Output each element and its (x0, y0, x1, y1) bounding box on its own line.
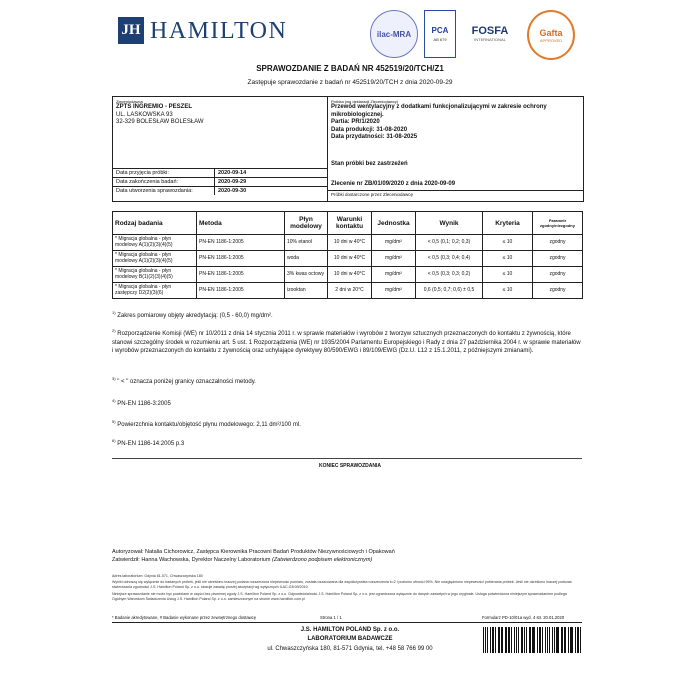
approved-note: (Zatwierdzono podpisem elektronicznym) (271, 557, 373, 563)
table-cell: PN-EN 1186-1:2005 (197, 267, 285, 283)
table-cell: PN-EN 1186-1:2005 (197, 235, 285, 251)
end-of-report-label: KONIEC SPRAWOZDANIA (319, 463, 381, 469)
lab-address-note: Adres laboratorium: Gdynia 81-571, Chwaszczyńska 180 (112, 574, 203, 578)
date-row (113, 178, 327, 186)
table-cell: 0,6 (0,5; 0,7; 0,6) ± 0,5 (416, 283, 483, 299)
table-cell: zgodny (533, 267, 583, 283)
table-cell: zgodny (533, 283, 583, 299)
form-number: Formularz PD-10/01a wyd. 4 str. 20.01.2020 (482, 615, 565, 620)
results-table (112, 211, 583, 299)
order-number: Zlecenie nr ZB/01/09/2020 z dnia 2020-09-09 (331, 181, 456, 187)
table-cell: ≤ 10 (483, 251, 533, 267)
date-value: 2020-09-14 (218, 170, 247, 176)
date-label: Data przyjęcia próbki: (116, 170, 169, 176)
column-header: Warunki kontaktu (328, 212, 372, 235)
table-cell: 10 dni w 40°C (328, 251, 372, 267)
table-cell: 10% etanol (285, 235, 328, 251)
report-title: SPRAWOZDANIE Z BADAŃ NR 452519/20/TCH/Z1 (256, 64, 444, 73)
sample-batch: Partia: PR/1/2020 (331, 119, 380, 125)
table-row (113, 283, 583, 299)
date-value: 2020-09-29 (218, 179, 247, 185)
sample-production-date: Data produkcji: 31-08-2020 (331, 126, 408, 133)
table-cell: < 0,5 (0,3; 0,3; 0,2) (416, 267, 483, 283)
date-label: Data zakończenia badań: (116, 179, 179, 185)
column-header: Metoda (197, 212, 285, 235)
table-cell: < 0,5 (0,3; 0,4; 0,4) (416, 251, 483, 267)
client-label: Zleceniodawca (116, 99, 143, 104)
info-box-divider (327, 97, 328, 201)
table-row (113, 251, 583, 267)
lab-name: LABORATORIUM BADAWCZE (307, 636, 393, 642)
report-subtitle: Zastępuje sprawozdanie z badań nr 452519/20/TCH z dnia 2020-09-29 (247, 79, 453, 86)
footnote: $^{4)}$ PN-EN 1186-3:2005 (112, 398, 171, 407)
date-row (113, 187, 327, 195)
column-header: Wynik (416, 212, 483, 235)
client-name: ZPTS INGREMIO - PESZEL (116, 104, 193, 110)
footnote: $^{6)}$ PN-EN 1186-14:2005 p.3 (112, 438, 185, 447)
gafta-logo: Gafta APPROVED (527, 10, 575, 60)
column-header: Płyn modelowy (285, 212, 328, 235)
authorized-by: Autoryzował: Natalia Cichorowicz, Zastępca Kierownika Pracowni Badań Produktów Niezywnościowych i Opakowań (112, 549, 395, 555)
table-cell: < 0,5 (0,1; 0,2; 0,3) (416, 235, 483, 251)
barcode (483, 627, 583, 653)
table-cell: * Migracja globalna - płyn modelowy B(1)(2)(3)(4)(5) (113, 267, 197, 283)
table-cell: ≤ 10 (483, 235, 533, 251)
client-address-line2: 32-329 BOLESŁAW BOLESŁAW (116, 119, 204, 125)
footer-divider (112, 622, 582, 623)
table-cell: PN-EN 1186-1:2005 (197, 283, 285, 299)
table-cell: * Migracja globalna - płyn zastępczy D2(2)(3)(6) (113, 283, 197, 299)
table-cell: 3% kwas octowy (285, 267, 328, 283)
table-cell: * Migracja globalna - płyn modelowy A(1)(2)(3)(4)(5) (113, 251, 197, 267)
column-header: Jednostka (372, 212, 416, 235)
table-cell: mg/dm² (372, 283, 416, 299)
column-header: Rodzaj badania (113, 212, 197, 235)
table-cell: * Migracja globalna - płyn modelowy A(1)(2)(3)(4)(5) (113, 235, 197, 251)
end-divider (112, 458, 582, 459)
table-cell: 10 dni w 40°C (328, 235, 372, 251)
copyright-note: Niniejsze sprawozdanie nie może być powielane w części bez pisemnej zgody J.S. Hamilton Poland Sp. z o.o. Odpowiedzialność J.S. Hamilton Poland Sp. z o.o. jest ograniczona wyłącznie do danych zawartych w jego oryginale. Usługa potwierdzona niniejszym sprawozdaniem podlega Ogólnym Warunkom Świadczenia Usług J.S. Hamilton Poland Sp. z o.o. zamieszczonym na stronie www.hamilton.com.pl (112, 592, 567, 601)
table-header-row (113, 212, 583, 235)
footnote: $^{1)}$ Zakres pomiarowy objęty akredytacją: (0,5 - 60,0) mg/dm². (112, 310, 273, 319)
table-cell: zgodny (533, 235, 583, 251)
sample-expiry-date: Data przydatności: 31-08-2025 (331, 134, 418, 140)
sample-label: Próbka (wg deklaracji Zleceniodawcy) (331, 99, 399, 104)
table-cell: ≤ 10 (483, 283, 533, 299)
ilac-mra-logo: ilac-MRA (370, 10, 418, 58)
table-row (113, 235, 583, 251)
page-number: Strona 1 / 1 (320, 615, 342, 620)
company-name: J.S. HAMILTON POLAND Sp. z o.o. (300, 627, 400, 633)
sample-description: Przewód wentylacyjny z dodatkami funkcjonalizującymi w zakresie ochrony mikrobiologicznej. (331, 104, 547, 118)
pca-logo: PCA AB 679 (424, 10, 456, 58)
accreditation-legend: * Badanie akredytowane, # Badanie wykonane przez zewnętrznego dostawcę (112, 615, 257, 620)
company-logo-mark: JH (118, 17, 144, 44)
table-cell: mg/dm² (372, 251, 416, 267)
table-row (113, 267, 583, 283)
table-cell: 2 dni w 20°C (328, 283, 372, 299)
approved-by-line (112, 556, 372, 564)
order-divider (327, 190, 583, 191)
company-address: ul. Chwaszczyńska 180, 81-571 Gdynia, tel. +48 58 766 99 00 (267, 646, 433, 652)
sample-block (331, 104, 579, 142)
table-cell: izooktan (285, 283, 328, 299)
approved-by: Zatwierdził: Hanna Wachowska, Dyrektor Naczelny Laboratorium (112, 557, 271, 563)
table-cell: mg/dm² (372, 235, 416, 251)
date-value: 2020-09-30 (218, 188, 247, 194)
column-header: Parametr zgodny/niezgodny (533, 212, 583, 235)
report-info-box (112, 96, 584, 202)
table-cell: ≤ 10 (483, 267, 533, 283)
column-header: Kryteria (483, 212, 533, 235)
company-logo-text: HAMILTON (150, 18, 288, 44)
table-cell: PN-EN 1186-1:2005 (197, 251, 285, 267)
date-row (113, 169, 327, 177)
samples-delivered: Próbki dostarczone przez Zleceniodawcę (331, 192, 414, 197)
table-cell: zgodny (533, 251, 583, 267)
table-cell: 10 dni w 40°C (328, 267, 372, 283)
footnote: $^{3)}$ " < " oznacza poniżej granicy oznaczalności metody. (112, 376, 256, 385)
date-label: Data utworzenia sprawozdania: (116, 188, 193, 194)
sample-state: Stan próbki bez zastrzeżeń (331, 161, 408, 167)
client-block (116, 104, 321, 127)
footnote: $^{2)}$ Rozporządzenie Komisji (WE) nr 10/2011 z dnia 14 stycznia 2011 r. w sprawie materiałów i wyrobów z tworzyw sztucznych przeznaczonych do kontaktu z żywnością, które stanowi szczególny środek w rozumieniu art. 5 ust. 1 Rozporządzenia (WE) nr 1935/2004 Parlamentu Europejskiego i Rady z dnia 27 października 2004 r. w sprawie materiałów i wyrobów przeznaczonych do kontaktu z żywnością oraz uchylające dyrektywy 80/590/EWG i 89/109/EWG (Dz.U. L12 z 15.1.2011, z późniejszymi zmianami). (112, 328, 581, 354)
uncertainty-note: Wyniki odnoszą się wyłącznie do badanych próbek, jeśli nie określono inaczej podana rozszerzona niepewność pomiaru, została oszacowana dla współczynnika rozszerzenia k=2 i poziomu ufności 95%. Nie uwzględniono niepewności pobierania próbek. Jeśli nie określono inaczej podczas stwierdzania zgodności J.S. Hamilton Poland Sp. z o.o. stosuje zasadę prostej akceptacji wg wytycznych ILAC-G8:09/2019. (112, 580, 572, 589)
table-cell: mg/dm² (372, 267, 416, 283)
fosfa-logo: FOSFA INTERNATIONAL (471, 24, 509, 42)
client-address-line1: UL. LASKOWSKA 93 (116, 111, 173, 118)
table-cell: woda (285, 251, 328, 267)
footnote: $^{5)}$ Powierzchnia kontaktu/objętość płynu modelowego: 2,11 dm²/100 ml. (112, 419, 301, 428)
